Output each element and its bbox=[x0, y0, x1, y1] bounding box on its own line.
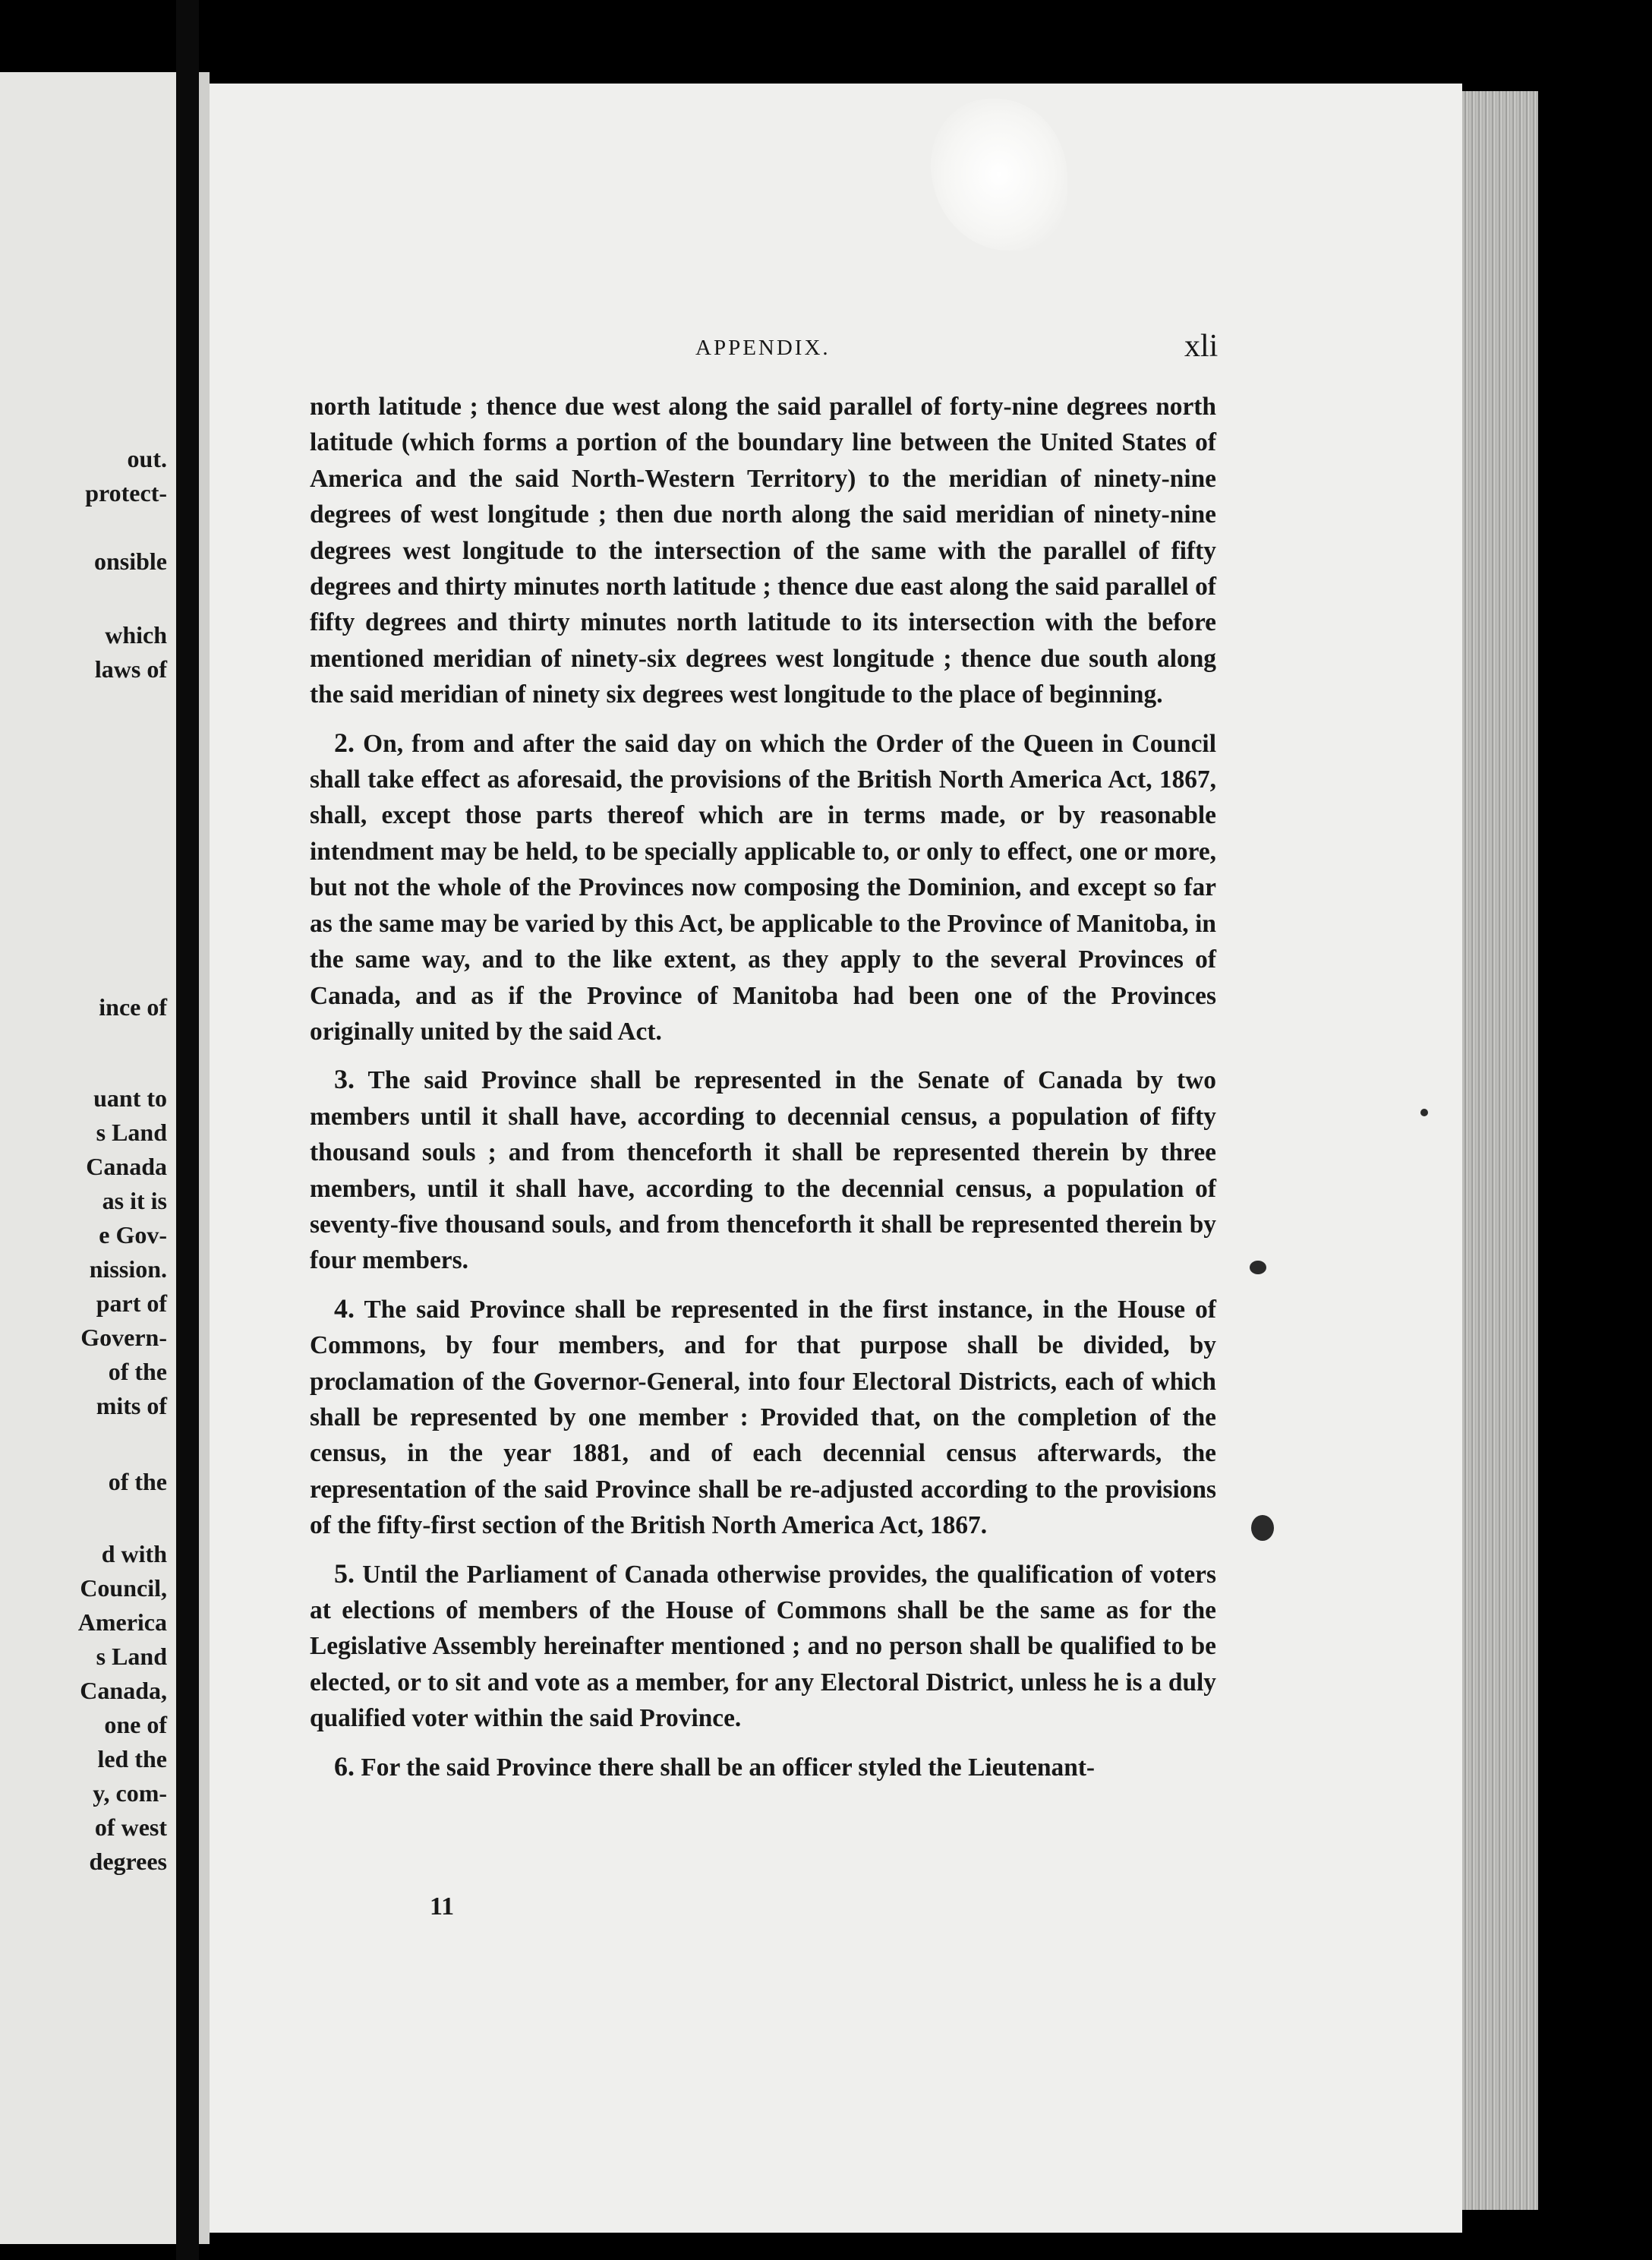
left-facing-page bbox=[0, 72, 176, 2244]
section-number: 3. bbox=[334, 1064, 355, 1095]
left-page-fragment: onsible bbox=[93, 548, 167, 575]
left-page-fragment: Govern- bbox=[80, 1324, 167, 1351]
book-gutter bbox=[176, 0, 199, 2260]
left-page-fragment: mits of bbox=[96, 1392, 167, 1419]
left-page-fragment: e Gov- bbox=[99, 1221, 167, 1248]
left-page-fragment: as it is bbox=[102, 1187, 167, 1214]
section-number: 4. bbox=[334, 1293, 355, 1324]
left-page-fragment: Council, bbox=[80, 1574, 167, 1602]
book-page bbox=[210, 84, 1462, 2233]
paragraph-text: On, from and after the said day on which the Order of the Queen in Council shall take effect as aforesaid, the provisions of the British North America Act, 1867, shall, except those parts thereof which are in terms made, or by reasonable intendment may be held, to be specially applicable to, or only to effect, one or more, but not the whole of the Provinces now composing the Dominion, and except so far as the same may be varied by this Act, be applicable to the Province of Manitoba, in the same way, and to the like extent, as they apply to the several Provinces of Canada, and as if the Province of Manitoba had been one of the Provinces originally united by the said Act. bbox=[310, 729, 1216, 1046]
paragraph-text: For the said Province there shall be an officer styled the Lieutenant- bbox=[361, 1753, 1096, 1782]
ink-blot bbox=[1251, 1515, 1274, 1541]
left-page-fragment: s Land bbox=[96, 1119, 167, 1146]
paragraph-text: Until the Parliament of Canada otherwise provides, the qualification of voters at elections of members of the House of Commons shall be the same as for the Legislative Assembly hereinafter mentioned ; and no person shall be qualified to be elected, or to sit and vote as a member, for any Electoral District, unless he is a duly qualified voter within the said Province. bbox=[310, 1560, 1216, 1733]
left-page-fragment: Canada bbox=[86, 1153, 167, 1180]
section-paragraph bbox=[310, 1749, 1216, 1785]
left-page-fragment: out. bbox=[127, 445, 167, 472]
left-page-fragment: part of bbox=[96, 1289, 167, 1317]
left-page-fragment: which bbox=[105, 621, 167, 649]
left-page-fragment: d with bbox=[101, 1540, 167, 1567]
left-page-fragment: of the bbox=[108, 1358, 167, 1385]
left-page-fragment: led the bbox=[97, 1745, 167, 1772]
left-page-fragment: of the bbox=[108, 1468, 167, 1495]
left-page-fragment: one of bbox=[104, 1711, 167, 1738]
signature-mark: 11 bbox=[430, 1892, 455, 1921]
left-page-fragment: laws of bbox=[94, 655, 167, 683]
left-page-fragment: America bbox=[77, 1608, 167, 1636]
paragraph bbox=[310, 389, 1216, 713]
paragraph-text: The said Province shall be represented in the Senate of Canada by two members until it shall have, according to decennial census, a population of fifty thousand souls ; and from thenceforth it shall be represented therein by three members, until it shall have, according to the decennial census, a population of seventy-five thousand souls, and from thenceforth it shall be represented therein by four members. bbox=[310, 1066, 1216, 1275]
running-title: APPENDIX. bbox=[695, 336, 831, 360]
left-page-fragment: ince of bbox=[99, 993, 167, 1021]
paragraph-text: The said Province shall be represented in the first instance, in the House of Commons, by four members, and for that purpose shall be divided, by proclamation of the Governor-General, into four Electoral Districts, each of which shall be represented by one member : Provided that, on the completion of the census, in the year 1881, and of each decennial census afterwards, the representation of the said Province shall be re-adjusted according to the provisions of the fifty-first section of the British North America Act, 1867. bbox=[310, 1295, 1216, 1540]
paragraph-text: north latitude ; thence due west along the said parallel of forty-nine degrees north latitude (which forms a portion of the boundary line between the United States of America and the said North-Western Territory) to the meridian of ninety-nine degrees of west longitude ; then due north along the said meridian of ninety-nine degrees west longitude to the intersection of the same with the parallel of fifty degrees and thirty minutes north latitude ; thence due east along the said parallel of fifty degrees and thirty minutes north latitude to its intersection with the before mentioned meridian of ninety-six degrees west longitude ; thence due south along the said meridian of ninety six degrees west longitude to the place of beginning. bbox=[310, 393, 1216, 709]
left-page-fragment: Canada, bbox=[80, 1677, 167, 1704]
left-page-fragment: protect- bbox=[85, 479, 167, 507]
section-number: 6. bbox=[334, 1750, 355, 1782]
page-edge-strip bbox=[199, 72, 210, 2244]
left-page-fragment: degrees bbox=[89, 1848, 167, 1875]
section-paragraph bbox=[310, 1291, 1216, 1544]
section-paragraph bbox=[310, 725, 1216, 1050]
left-page-fragment: y, com- bbox=[93, 1779, 167, 1807]
page-edges bbox=[1462, 91, 1538, 2210]
ink-blot bbox=[1420, 1109, 1428, 1116]
ink-blot bbox=[1250, 1261, 1266, 1274]
section-number: 2. bbox=[334, 727, 355, 758]
paper-stain bbox=[931, 99, 1067, 251]
body-text bbox=[310, 389, 1216, 1785]
left-page-fragment: nission. bbox=[89, 1255, 167, 1283]
section-paragraph bbox=[310, 1556, 1216, 1737]
left-page-fragment: s Land bbox=[96, 1643, 167, 1670]
section-number: 5. bbox=[334, 1558, 355, 1589]
left-page-fragment: uant to bbox=[93, 1084, 167, 1112]
left-page-fragment: of west bbox=[94, 1813, 167, 1841]
section-paragraph bbox=[310, 1062, 1216, 1278]
page-number: xli bbox=[1184, 329, 1219, 364]
